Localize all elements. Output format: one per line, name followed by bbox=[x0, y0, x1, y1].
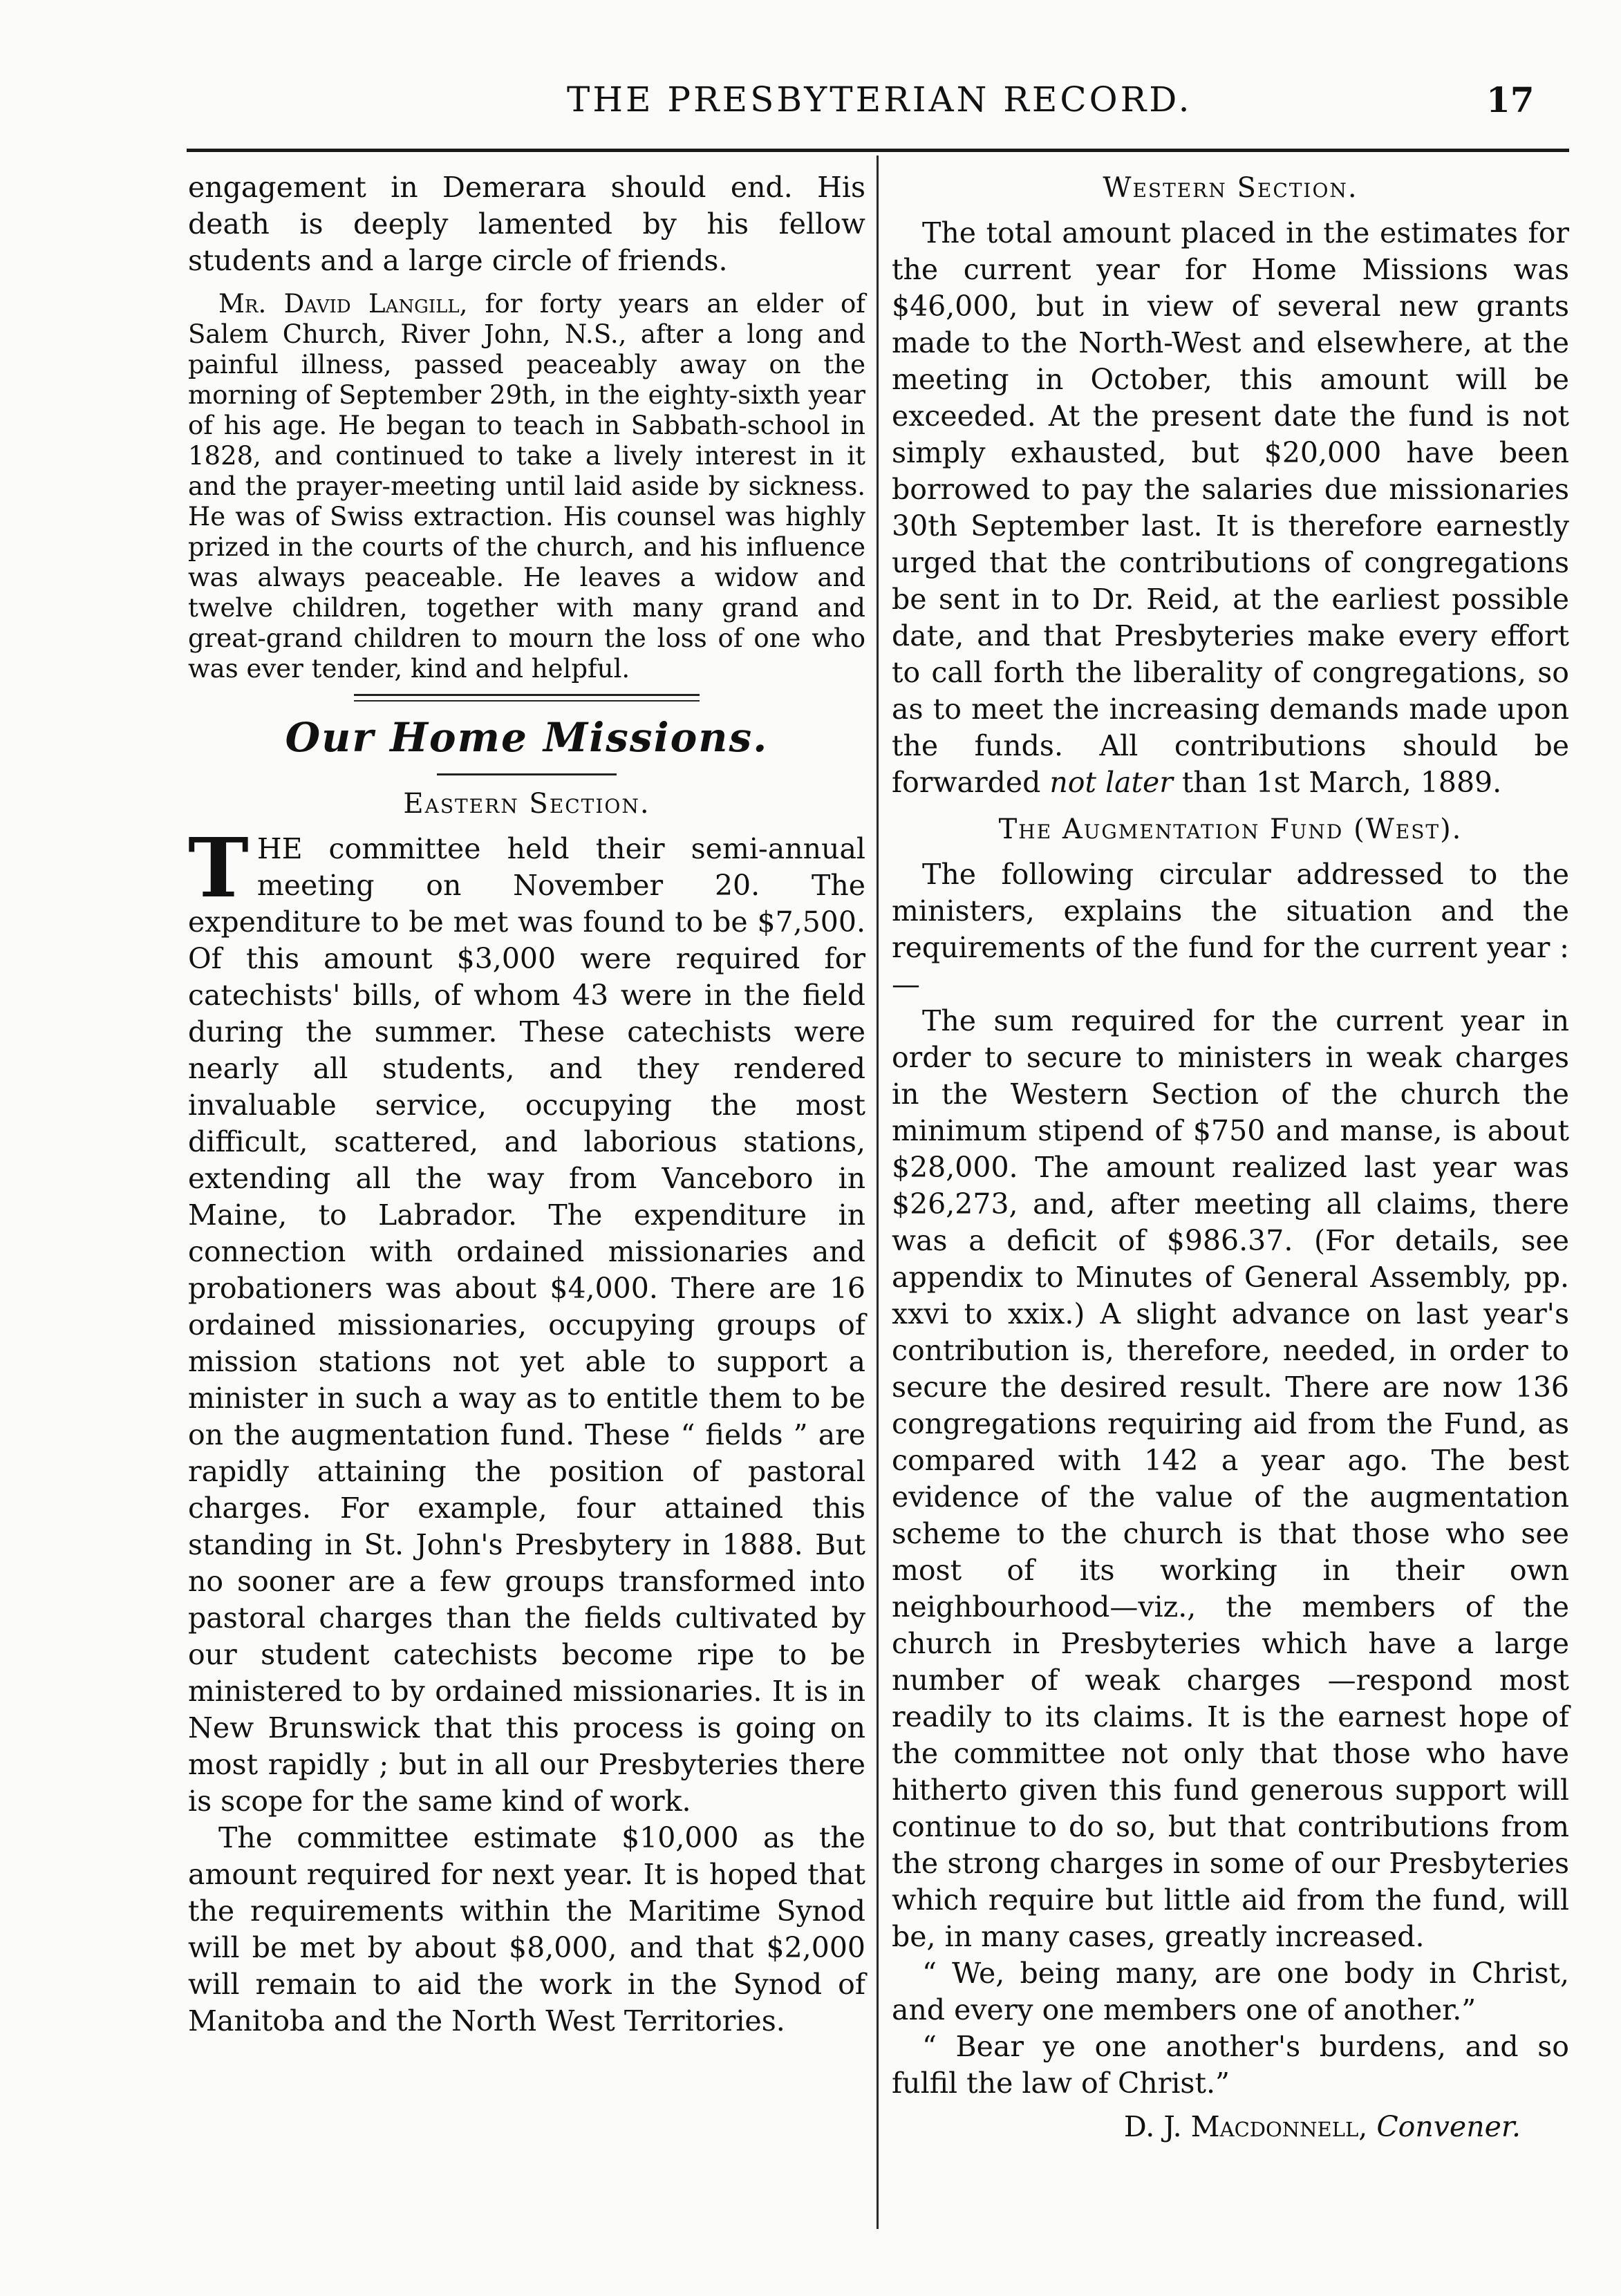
continued-paragraph: engagement in Demerara should end. His death is deeply lamented by his fellow students and a large circle of friends. bbox=[188, 171, 865, 277]
western-paragraph-emphasis: not later bbox=[1049, 766, 1173, 799]
column-rule bbox=[877, 156, 879, 2229]
western-section-heading: Western Section. bbox=[1103, 172, 1358, 204]
signature-name: D. J. Macdonnell, bbox=[1123, 2110, 1368, 2143]
header-rule bbox=[187, 149, 1569, 152]
eastern-paragraph-1 bbox=[188, 820, 865, 1820]
obituary-text: for forty years an elder of Salem Church, River John, N.S., after a long and painful illness, passed peaceably away on the morning of September 29th, in the eighty-sixth year of his age. He began to teach in Sabbath-school in 1828, and continued to take a lively interest in it and the prayer-meeting until laid aside by sickness. He was of Swiss extraction. His counsel was highly prized in the courts of the church, and his influence was always peaceable. He leaves a widow and twelve children, together with many grand and great-grand children to mourn the loss of one who was ever tender, kind and helpful. bbox=[188, 289, 866, 684]
signature-role: Convener. bbox=[1376, 2110, 1521, 2143]
running-header: THE PRESBYTERIAN RECORD. bbox=[567, 79, 1192, 120]
augmentation-paragraph-1: The following circular addressed to the ministers, explains the situation and the requirements of the fund for the current year :— bbox=[892, 858, 1569, 1001]
left-column bbox=[188, 169, 865, 2040]
obituary-name: Mr. David Langill, bbox=[218, 289, 468, 319]
title-rule bbox=[437, 773, 617, 775]
eastern-section-heading: Eastern Section. bbox=[403, 788, 650, 820]
augmentation-heading: The Augmentation Fund (West). bbox=[998, 813, 1463, 845]
obituary-paragraph bbox=[188, 289, 865, 684]
section-title: Our Home Missions. bbox=[285, 714, 769, 761]
spacer bbox=[188, 279, 865, 289]
right-column bbox=[892, 169, 1569, 2145]
scripture-quote-1: “ We, being many, are one body in Christ, and every one members one of another.” bbox=[892, 1957, 1569, 2026]
western-paragraph bbox=[892, 215, 1569, 801]
augmentation-paragraph-2: The sum required for the current year in order to secure to ministers in weak charges in the Western Section of the church the minimum stipend of $750 and manse, is about $28,000. The amount realized last year was $26,273, and, after meeting all claims, there was a deficit of $986.37. (For details, see appendix to Minutes of General Assembly, pp. xxvi to xxix.) A slight advance on last year's contribution is, therefore, needed, in order to secure the desired result. There are now 136 congregations requiring aid from the Fund, as compared with 142 a year ago. The best evidence of the value of the augmentation scheme to the church is that those who see most of its working in their own neighbourhood—viz., the members of the church in Presbyteries which have a large number of weak charges —respond most readily to its claims. It is the earnest hope of the committee not only that those who have hitherto given this fund generous support will continue to do so, but that contributions from the strong charges in some of our Presbyteries which require but little aid from the fund, will be, in many cases, greatly increased. bbox=[892, 1004, 1569, 1953]
scripture-quote-2: “ Bear ye one another's burdens, and so fulfil the law of Christ.” bbox=[892, 2030, 1569, 2100]
eastern-paragraph-1-text: HE committee held their semi-annual meeting on November 20. The expenditure to be met was found to be $7,500. Of this amount $3,000 were required for catechists' bills, of whom 43 were in the field during the summer. These catechists were nearly all students, and they rendered invaluable service, occupying the most difficult, scattered, and laborious stations, extending all the way from Vanceboro in Maine, to Labrador. The expenditure in connection with ordained missionaries and probationers was about $4,000. There are 16 ordained missionaries, occupying groups of mission stations not yet able to support a minister in such a way as to entitle them to be on the augmentation fund. These “ fields ” are rapidly attaining the position of pastoral charges. For example, four attained this standing in St. John's Presbytery in 1888. But no sooner are a few groups transformed into pastoral charges than the fields cultivated by our student catechists become ripe to be ministered to by ordained missionaries. It is in New Brunswick that this process is going on most rapidly ; but in all our Presbyteries there is scope for the same kind of work. bbox=[188, 832, 865, 1818]
signature bbox=[892, 2109, 1569, 2145]
western-paragraph-text-b: than 1st March, 1889. bbox=[1172, 766, 1502, 799]
eastern-paragraph-2: The committee estimate $10,000 as the amount required for next year. It is hoped that the requirements within the Maritime Synod will be met by about $8,000, and that $2,000 will remain to aid the work in the Synod of Manitoba and the North West Territories. bbox=[188, 1821, 865, 2038]
section-divider bbox=[354, 694, 700, 702]
western-paragraph-text-a: The total amount placed in the estimates for the current year for Home Missions was $46,000, but in view of several new grants made to the North-West and elsewhere, at the meeting in October, this amount will be exceeded. At the present date the fund is not simply exhausted, but $20,000 have been borrowed to pay the salaries due missionaries 30th September last. It is therefore earnestly urged that the contributions of congregations be sent in to Dr. Reid, at the earliest possible date, and that Presbyteries make every effort to call forth the liberality of congregations, so as to meet the increasing demands made upon the funds. All contributions should be forwarded bbox=[892, 216, 1569, 799]
page-number: 17 bbox=[1486, 79, 1535, 120]
drop-cap: T bbox=[188, 820, 249, 916]
